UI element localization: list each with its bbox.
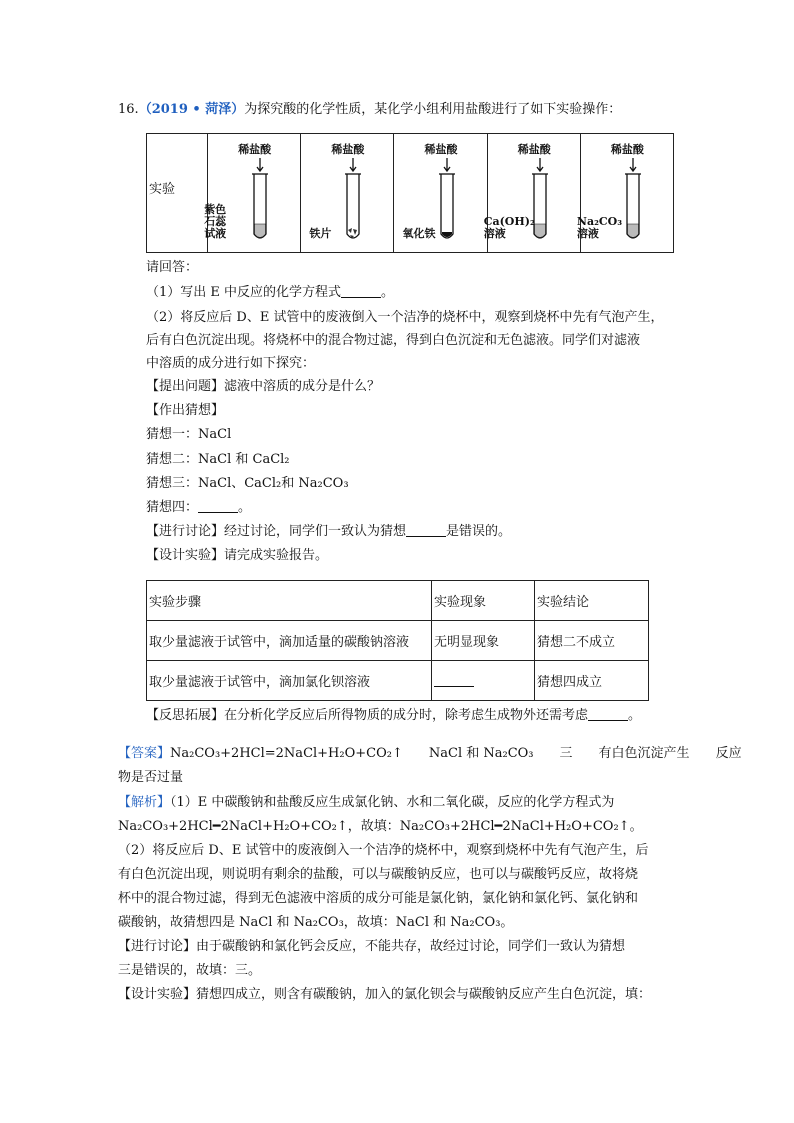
q1: （1）写出 E 中反应的化学方程式 。 bbox=[146, 285, 395, 300]
report-table bbox=[146, 580, 649, 701]
hypothesis-title: 【作出猜想】 bbox=[146, 403, 225, 418]
problem-statement: 【提出问题】滤液中溶质的成分是什么？ bbox=[146, 379, 381, 394]
reagent-label: 稀盐酸 bbox=[331, 142, 365, 156]
answer-blank bbox=[406, 523, 446, 537]
analysis-line2: Na₂CO₃+2HCl━2NaCl+H₂O+CO₂↑，故填：Na₂CO₃+2HCl━2NaCl+H₂O+CO₂↑。 bbox=[118, 819, 643, 834]
q2-line3: 中溶质的成分进行如下探究： bbox=[146, 356, 316, 371]
answer-blank bbox=[198, 499, 238, 513]
q2-line2: 后有白色沉淀出现。将烧杯中的混合物过滤，得到白色沉淀和无色滤液。同学们对滤液 bbox=[146, 333, 641, 348]
analysis-line6: 碳酸钠，故猜想四是 NaCl 和 Na₂CO₃，故填：NaCl 和 Na₂CO₃。 bbox=[118, 915, 514, 930]
answer-blank bbox=[588, 707, 628, 721]
analysis-line4: 有白色沉淀出现，则说明有剩余的盐酸，可以与碳酸钠反应，也可以与碳酸钙反应，故将烧 bbox=[118, 867, 639, 882]
question-stem bbox=[118, 100, 621, 120]
test-tube-icon bbox=[248, 158, 272, 244]
test-tube-icon bbox=[435, 158, 459, 244]
reagent-label: 稀盐酸 bbox=[517, 142, 551, 156]
design-experiment: 【设计实验】请完成实验报告。 bbox=[146, 548, 329, 563]
reflection: 【反思拓展】在分析化学反应后所得物质的成分时，除考虑生成物外还需考虑 。 bbox=[146, 708, 642, 723]
hypothesis-4: 猜想四： 。 bbox=[146, 500, 252, 515]
question-source: （2019 • 菏泽） bbox=[138, 102, 245, 117]
table-row: 取少量滤液于试管中，滴加氯化钡溶液 猜想四成立 bbox=[147, 661, 649, 701]
answer-blank bbox=[434, 673, 474, 687]
tube-side-label: 氧化铁 bbox=[402, 226, 436, 240]
analysis-line1: 【解析】（1）E 中碳酸钠和盐酸反应生成氯化钠、水和二氧化碳，反应的化学方程式为 bbox=[118, 795, 615, 810]
analysis-line9: 【设计实验】猜想四成立，则含有碳酸钠，加入的氯化钡会与碳酸钠反应产生白色沉淀，填： bbox=[118, 987, 652, 1002]
tube-side-label: 铁片 bbox=[309, 226, 332, 240]
analysis-tag: 【解析】 bbox=[118, 795, 171, 810]
header-conclusion: 实验结论 bbox=[535, 581, 649, 621]
analysis-line7: 【进行讨论】由于碳酸钠和氯化钙会反应，不能共存，故经过讨论，同学们一致认为猜想 bbox=[118, 939, 626, 954]
header-step: 实验步骤 bbox=[147, 581, 432, 621]
answer-blank bbox=[341, 284, 381, 298]
table-row: 取少量滤液于试管中，滴加适量的碳酸钠溶液 无明显现象 猜想二不成立 bbox=[147, 621, 649, 661]
please-answer: 请回答： bbox=[146, 260, 199, 275]
reagent-label: 稀盐酸 bbox=[610, 142, 644, 156]
hypothesis-3: 猜想三：NaCl、CaCl₂和 Na₂CO₃ bbox=[146, 476, 349, 491]
answer-tag: 【答案】 bbox=[118, 746, 171, 761]
question-number: 16. bbox=[118, 102, 139, 117]
answer-line1: 【答案】Na₂CO₃+2HCl=2NaCl+H₂O+CO₂↑ NaCl 和 Na₂CO₃ 三 有白色沉淀产生 反应 bbox=[118, 746, 742, 761]
experiment-row-label: 实验 bbox=[147, 134, 208, 253]
table-header-row bbox=[147, 581, 649, 621]
answer-line2: 物是否过量 bbox=[118, 770, 184, 785]
q2-line1: （2）将反应后 D、E 试管中的废液倒入一个洁净的烧杯中，观察到烧杯中先有气泡产生， bbox=[146, 310, 664, 325]
test-tube-icon bbox=[341, 158, 365, 244]
hypothesis-2: 猜想二：NaCl 和 CaCl₂ bbox=[146, 452, 290, 467]
hypothesis-1: 猜想一：NaCl bbox=[146, 427, 232, 442]
header-phenomenon: 实验现象 bbox=[432, 581, 535, 621]
analysis-line8: 三是错误的，故填：三。 bbox=[118, 963, 262, 978]
reagent-label: 稀盐酸 bbox=[424, 142, 458, 156]
discussion: 【进行讨论】经过讨论，同学们一致认为猜想 是错误的。 bbox=[146, 524, 512, 539]
analysis-line5: 杯中的混合物过滤，得到无色滤液中溶质的成分可能是氯化钠，氯化钠和氯化钙、氯化钠和 bbox=[118, 891, 639, 906]
tube-side-label: 紫色 石蕊 试液 bbox=[204, 202, 227, 240]
reagent-label: 稀盐酸 bbox=[238, 142, 272, 156]
question-text: 为探究酸的化学性质，某化学小组利用盐酸进行了如下实验操作： bbox=[244, 102, 622, 117]
analysis-line3: （2）将反应后 D、E 试管中的废液倒入一个洁净的烧杯中，观察到烧杯中先有气泡产生，后 bbox=[118, 843, 649, 858]
test-tube-icon bbox=[621, 158, 645, 244]
tube-side-label: Ca(OH)₂ 溶液 bbox=[483, 214, 535, 240]
tube-side-label: Na₂CO₃ 溶液 bbox=[576, 214, 623, 240]
